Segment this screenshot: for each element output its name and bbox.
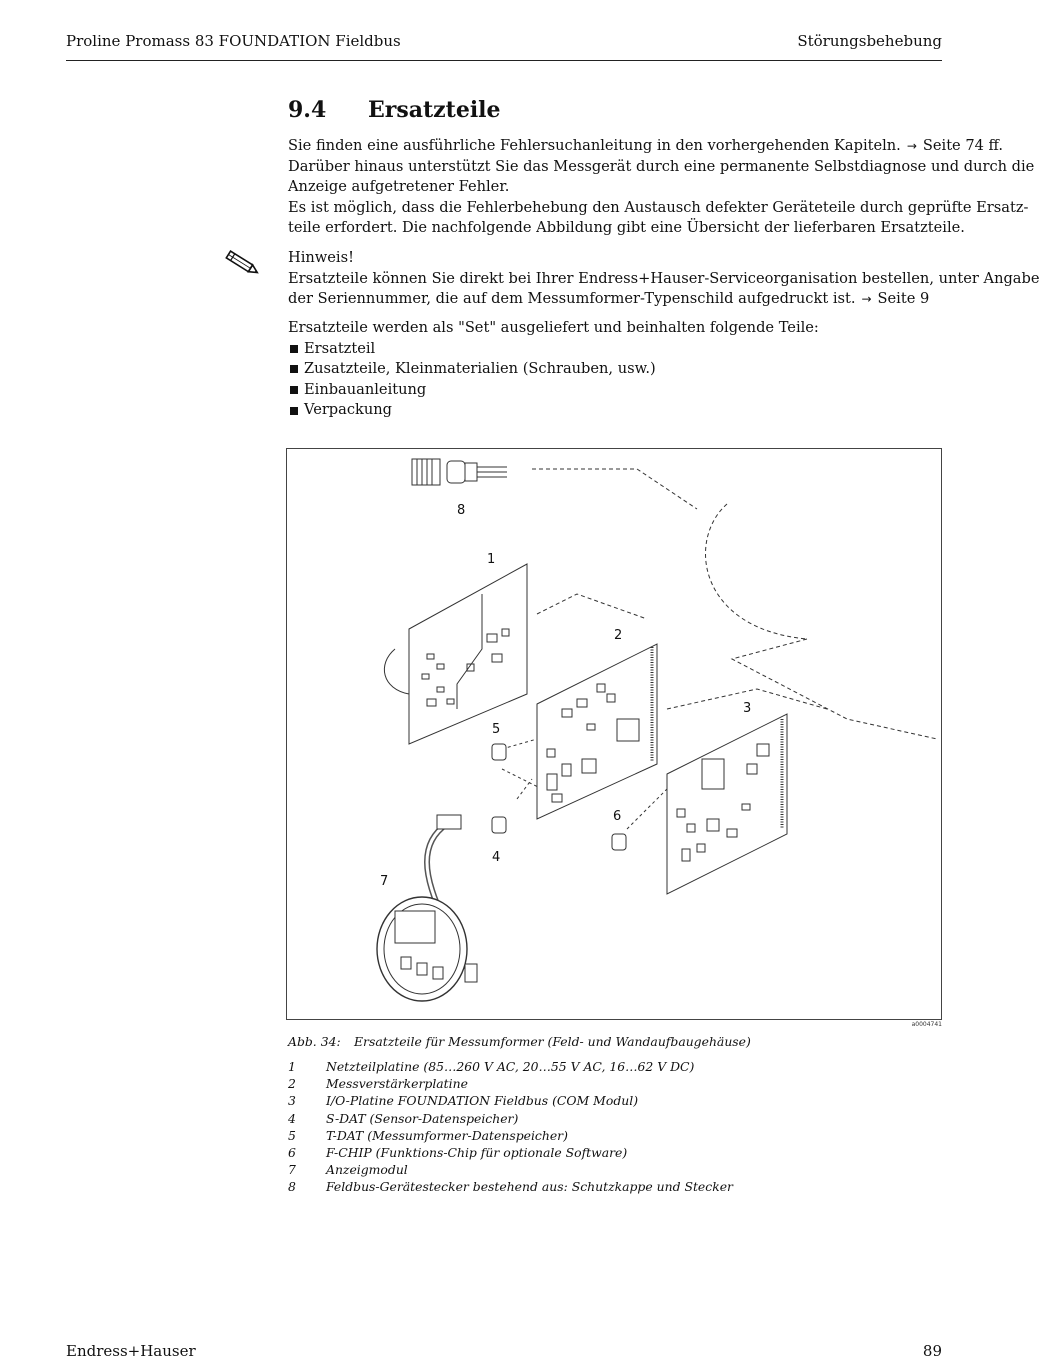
t-dat-chip [492, 744, 506, 760]
note-line: der Seriennummer, die auf dem Messumformer-Typenschild aufgedruckt ist. → Seite 9 [288, 290, 930, 308]
list-item: 6 F-CHIP (Funktions-Chip für optionale Software) [288, 1145, 628, 1161]
callout-3: 3 [743, 701, 752, 716]
callout-2: 2 [614, 628, 623, 643]
section-heading [288, 97, 501, 123]
figure-caption [288, 1034, 751, 1049]
caption-label: Abb. 34: [288, 1034, 341, 1049]
page-number: 89 [922, 1342, 942, 1360]
intro-reference: Seite 74 ff. [922, 137, 1004, 154]
bullet-icon [290, 407, 298, 415]
callout-1: 1 [487, 552, 496, 567]
set-block [288, 318, 940, 421]
note-title: Hinweis! [288, 249, 354, 266]
footer-company: Endress+Hauser [66, 1342, 196, 1360]
list-item: 3 I/O-Platine FOUNDATION Fieldbus (COM Modul) [288, 1093, 639, 1109]
list-item: 1 Netzteilplatine (85…260 V AC, 20…55 V AC, 16…62 V DC) [288, 1059, 695, 1074]
header-title: Proline Promass 83 FOUNDATION Fieldbus [66, 32, 401, 50]
figure-code: a0004741 [911, 1021, 942, 1028]
list-item: Ersatzteil [288, 339, 940, 360]
note-line: Ersatzteile können Sie direkt bei Ihrer Endress+Hauser-Serviceorganisation bestellen, unter Angabe [288, 269, 1040, 287]
section-title: Ersatzteile [368, 97, 501, 123]
header-section: Störungsbehebung [797, 32, 942, 50]
list-item: Verpackung [288, 400, 940, 421]
set-intro: Ersatzteile werden als "Set" ausgeliefert und beinhalten folgende Teile: [288, 319, 819, 336]
intro-line: Sie finden eine ausführliche Fehlersuchanleitung in den vorhergehenden Kapiteln. → Seite 74 ff. [288, 137, 1004, 154]
bullet-icon [290, 386, 298, 394]
callout-4: 4 [492, 850, 501, 865]
list-item: Zusatzteile, Kleinmaterialien (Schrauben, usw.) [288, 359, 940, 380]
section-number: 9.4 [288, 97, 327, 123]
note-reference: Seite 9 [877, 290, 930, 308]
header-rule [66, 60, 942, 61]
fieldbus-connector [412, 459, 507, 485]
note-block [288, 248, 1040, 310]
list-item: 4 S-DAT (Sensor-Datenspeicher) [288, 1110, 519, 1126]
arrow-right-icon: → [906, 139, 917, 153]
amplifier-board [537, 644, 657, 819]
figure-legend [288, 1058, 733, 1196]
list-item: 8 Feldbus-Gerätestecker bestehend aus: Schutzkappe und Stecker [288, 1179, 733, 1195]
list-item: 5 T-DAT (Messumformer-Datenspeicher) [288, 1127, 568, 1143]
intro-line: Es ist möglich, dass die Fehlerbehebung den Austausch defekter Geräteteile durch geprüfte Ersatz- [288, 198, 1029, 216]
exploded-view-drawing [287, 449, 941, 1019]
s-dat-chip [492, 817, 506, 833]
intro-paragraph [288, 136, 1035, 239]
intro-line: Darüber hinaus unterstützt Sie das Messgerät durch eine permanente Selbstdiagnose und durch die [288, 157, 1035, 175]
caption-text: Ersatzteile für Messumformer (Feld- und Wandaufbaugehäuse) [354, 1034, 751, 1049]
arrow-right-icon: → [861, 292, 872, 307]
list-item: Einbauanleitung [288, 380, 940, 401]
callout-6: 6 [613, 809, 622, 824]
intro-line: teile erfordert. Die nachfolgende Abbildung gibt eine Übersicht der lieferbaren Ersatzteile. [288, 219, 965, 237]
display-module [377, 815, 477, 1001]
callout-8: 8 [457, 503, 466, 518]
spare-parts-figure [286, 448, 942, 1020]
bullet-icon [290, 365, 298, 373]
intro-line: Anzeige aufgetretener Fehler. [288, 178, 510, 196]
callout-7: 7 [380, 874, 389, 889]
power-supply-board [384, 564, 527, 744]
list-item: 2 Messverstärkerplatine [288, 1076, 468, 1092]
f-chip [612, 834, 626, 850]
pencil-icon [222, 248, 262, 278]
list-item: 7 Anzeigmodul [288, 1162, 408, 1178]
io-board [667, 714, 787, 894]
callout-5: 5 [492, 722, 501, 737]
bullet-icon [290, 345, 298, 353]
